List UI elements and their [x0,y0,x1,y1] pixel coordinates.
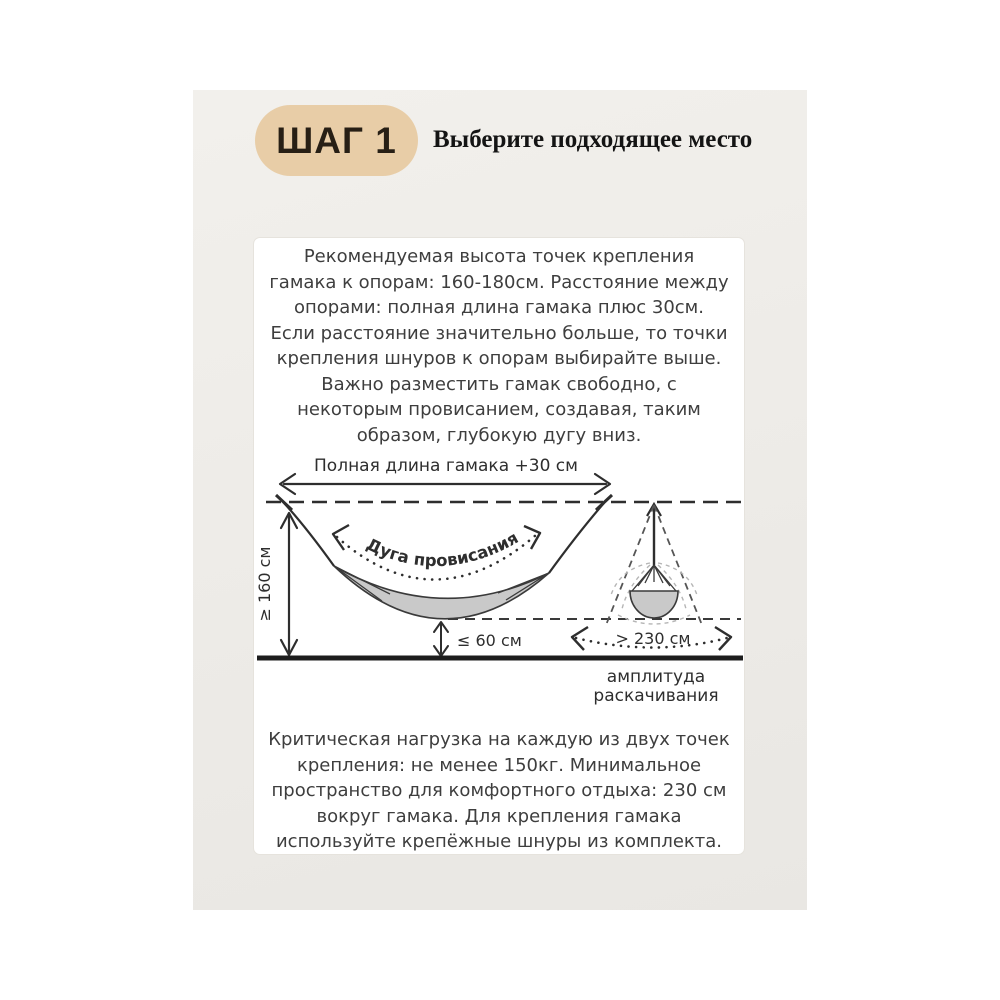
intro-paragraph [254,244,744,448]
hammock-bed [334,566,549,619]
total-length-arrow [280,474,610,494]
hammock-setup-diagram [254,453,746,713]
intro-line: крепления шнуров к опорам выбирайте выше. [276,348,722,369]
intro-line: образом, глубокую дугу вниз. [356,424,642,446]
right-rope [549,503,604,573]
height-arrow [281,513,297,655]
amplitude-label-line2: раскачивания [593,686,719,706]
step-badge-label: ШАГ 1 [276,119,397,161]
arrowhead-right-icon [715,627,731,650]
instruction-card [253,237,745,855]
intro-line: опорами: полная длина гамака плюс 30см. [294,297,704,318]
outro-paragraph [254,727,744,855]
step-badge [255,105,418,176]
outro-line: крепления: не менее 150кг. Минимальное [296,754,702,776]
intro-line: Рекомендуемая высота точек крепления [303,246,695,267]
swing-radius-label: > 230 см [615,629,691,648]
intro-line: некоторым провисанием, создавая, таким [297,399,701,420]
intro-line: гамака к опорам: 160-180см. Расстояние между [269,271,729,293]
page-title: Выберите подходящее место [433,126,753,153]
sag-arc-label: Дуга провисания [363,528,522,571]
height-label: ≥ 160 см [255,546,274,622]
left-rope [284,503,334,566]
intro-line: Если расстояние значительно больше, то точки [270,322,728,344]
arrowhead-upright-icon [524,526,540,549]
intro-line: Важно разместить гамак свободно, с [321,373,677,395]
clearance-label: ≤ 60 см [457,631,522,650]
amplitude-label-line1: амплитуда [606,667,706,687]
end-view-bowl [630,591,678,618]
end-view-hammock [606,504,702,625]
outro-line: пространство для комфортного отдыха: 230 см [271,780,727,801]
outro-line: Критическая нагрузка на каждую из двух точек [268,729,730,750]
outro-line: используйте крепёжные шнуры из комплекта. [275,831,723,852]
total-length-label: Полная длина гамака +30 см [314,456,578,476]
clearance-arrow [434,622,448,656]
instruction-photo-area [193,90,807,910]
arrowhead-left-icon [572,627,588,650]
arrowhead-upleft-icon [333,525,349,550]
outro-line: вокруг гамака. Для крепления гамака [316,805,682,827]
